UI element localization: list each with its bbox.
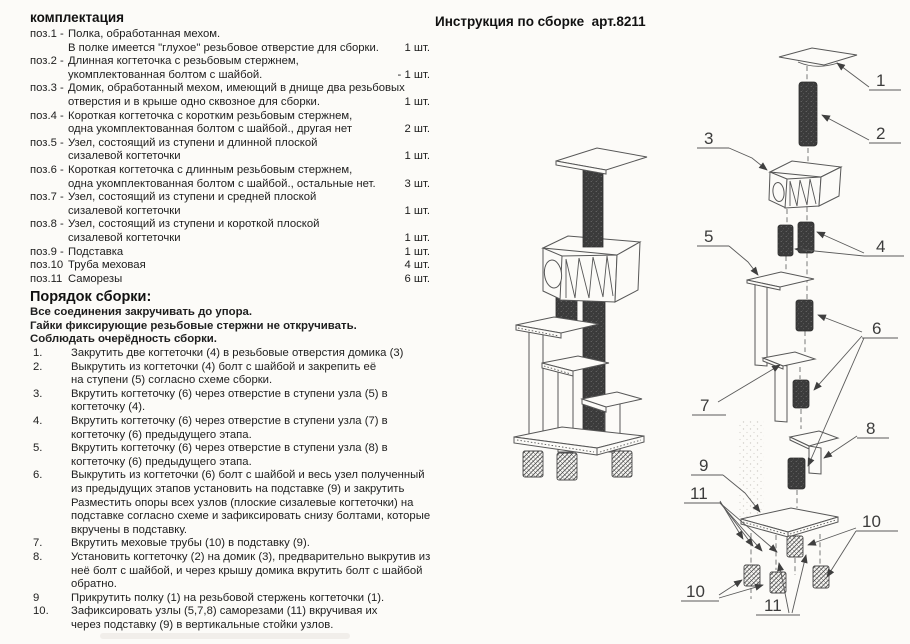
exploded-part-fur-tube	[770, 572, 786, 593]
part-line: Узел, состоящий из ступени и длинной плоской	[68, 136, 318, 149]
exploded-part-long-post	[799, 82, 817, 146]
step-row	[30, 592, 430, 606]
part-line: сизалевой когтеточки	[68, 204, 181, 217]
step-number: 9	[33, 591, 40, 604]
part-qty: 1 шт.	[404, 245, 430, 258]
callout-10-label: 10	[686, 582, 705, 601]
part-pos: поз.10	[30, 259, 64, 272]
exploded-part-short-post	[798, 222, 814, 253]
part-pos: поз.6 -	[30, 163, 64, 176]
step-row	[30, 469, 430, 537]
part-line: Полка, обработанная мехом.	[68, 28, 221, 40]
part-row	[30, 218, 430, 245]
part-line: Узел, состоящий из ступени и короткой плоской	[68, 218, 320, 231]
part-line: Саморезы	[68, 272, 123, 285]
step-line: Зафиксировать узлы (5,7,8) саморезами (11) вкручивая их	[71, 605, 378, 618]
callout-7-label: 7	[700, 396, 710, 415]
exploded-part-shelf	[779, 48, 857, 66]
assembly-notes	[30, 306, 430, 347]
callout-11-label: 11	[764, 596, 782, 615]
callout-3	[697, 129, 767, 170]
step-line: вкручены в подставку.	[71, 523, 188, 536]
part-line: сизалевой когтеточки	[68, 231, 181, 244]
part-line: одна укомплектованная болтом с шайбой., остальные нет.	[68, 177, 376, 190]
assembled-flat-scratcher-long	[529, 330, 543, 441]
part-qty: 1 шт.	[404, 231, 430, 244]
step-row	[30, 347, 430, 361]
assembly-heading: Порядок сборки:	[30, 289, 152, 306]
exploded-part-short-post	[778, 225, 793, 256]
step-line: Выкрутить из когтеточки (6) болт с шайбой и весь узел полученный	[71, 469, 425, 482]
exploded-part-post-6	[793, 380, 809, 408]
step-line: Выкрутить из когтеточки (4) болт с шайбой и закрепить её	[71, 360, 377, 373]
step-line: Вкрутить меховые трубы (10) в подставку (9).	[71, 537, 310, 550]
step-row	[30, 442, 430, 469]
step-line: через подставку (9) в вертикальные стойки узлов.	[71, 618, 334, 631]
part-pos: поз.8 -	[30, 218, 64, 231]
part-line: В полке имеется "глухое" резьбовое отверстие для сборки.	[68, 41, 379, 54]
step-line: Разместить опоры всех узлов (плоские сизалевые когтеточки) на	[71, 496, 414, 509]
part-pos: поз.7 -	[30, 191, 64, 204]
exploded-part-fur-tube	[787, 536, 803, 557]
exploded-part-fur-tube	[744, 565, 760, 586]
part-pos: поз.1 -	[30, 28, 64, 40]
part-row	[30, 191, 430, 218]
assembled-fur-tube	[523, 451, 543, 477]
step-line: на ступени (5) согласно схеме сборки.	[71, 374, 273, 387]
step-number: 5.	[33, 442, 43, 455]
step-row	[30, 388, 430, 415]
part-pos: поз.5 -	[30, 136, 64, 149]
exploded-part-house	[769, 161, 841, 208]
parts-and-steps-column	[30, 10, 430, 633]
assembled-fur-tube	[612, 451, 632, 477]
callout-2	[822, 115, 901, 143]
assembly-diagram	[430, 0, 910, 644]
part-line: Домик, обработанный мехом, имеющий в днище два резьбовых	[68, 82, 405, 95]
part-line: сизалевой когтеточки	[68, 150, 181, 163]
part-line: укомплектованная болтом с шайбой.	[68, 68, 263, 81]
step-row	[30, 551, 430, 592]
part-qty: 3 шт.	[404, 177, 430, 190]
part-qty: 1 шт.	[404, 204, 430, 217]
callout-3-label: 3	[704, 129, 714, 148]
assembled-fur-tube	[557, 453, 577, 480]
part-row	[30, 164, 430, 191]
part-line: одна укомплектованная болтом с шайбой., другая нет	[68, 123, 352, 136]
step-number: 3.	[33, 387, 43, 400]
step-row	[30, 415, 430, 442]
part-qty: 1 шт.	[404, 41, 430, 54]
part-qty: 6 шт.	[404, 272, 430, 285]
step-line: неё болт с шайбой, и через крышу домика вкрутить болт с шайбой	[71, 564, 423, 577]
step-line: из предыдущих этапов установить на подставке (9) и закрутить	[71, 483, 405, 495]
exploded-view	[681, 48, 904, 615]
part-line: Длинная когтеточка с резьбовым стержнем,	[68, 55, 299, 68]
step-line: Вкрутить когтеточку (6) через отверстие в ступени узла (7) в	[71, 415, 388, 428]
scan-smudge	[100, 633, 350, 639]
callout-7	[692, 365, 780, 415]
step-line: Прикрутить полку (1) на резьбовой стержень когтеточки (1).	[71, 591, 385, 604]
step-number: 7.	[33, 537, 43, 550]
step-number: 1.	[33, 347, 43, 360]
part-row	[30, 110, 430, 137]
callout-5	[697, 227, 758, 275]
part-row	[30, 273, 430, 287]
step-number: 6.	[33, 469, 43, 482]
step-number: 2.	[33, 360, 43, 373]
part-pos: поз.4 -	[30, 109, 64, 122]
part-row	[30, 259, 430, 273]
step-row	[30, 605, 430, 632]
step-row	[30, 361, 430, 388]
step-number: 8.	[33, 550, 43, 563]
assembly-note: Все соединения закручивать до упора.	[30, 306, 253, 319]
callout-8-label: 8	[866, 419, 876, 438]
step-number: 4.	[33, 415, 43, 428]
callout-6	[808, 315, 898, 466]
step-line: подставке согласно схеме и зафиксировать снизу болтами, которые	[71, 510, 431, 523]
part-row	[30, 82, 430, 109]
assembled-top-post	[583, 166, 603, 247]
part-pos: поз.2 -	[30, 55, 64, 68]
part-row	[30, 137, 430, 164]
step-line: Вкрутить когтеточку (6) через отверстие в ступени узла (8) в	[71, 442, 388, 455]
callout-10-label: 10	[862, 512, 881, 531]
part-row	[30, 246, 430, 260]
callout-9-label: 9	[699, 456, 709, 475]
step-line: Установить когтеточку (2) на домик (3), предварительно выкрутив из	[71, 550, 431, 563]
part-row	[30, 55, 430, 82]
callout-5-label: 5	[704, 227, 714, 246]
exploded-part-fur-tube	[813, 566, 829, 588]
part-pos: поз.3 -	[30, 82, 64, 95]
callout-6-label: 6	[872, 319, 882, 338]
part-line: Труба меховая	[68, 259, 146, 272]
callout-4-label: 4	[876, 237, 886, 256]
part-line: Короткая когтеточка с длинным резьбовым стержнем,	[68, 163, 353, 176]
part-qty: 2 шт.	[404, 123, 430, 136]
step-row	[30, 537, 430, 551]
exploded-part-post-6	[796, 300, 813, 331]
parts-list	[30, 28, 430, 286]
step-line: обратно.	[71, 578, 117, 591]
step-number: 10.	[33, 605, 49, 618]
part-qty: 1 шт.	[404, 150, 430, 163]
step-line: Вкрутить когтеточку (6) через отверстие в ступени узла (5) в	[71, 387, 388, 400]
part-line: Подставка	[68, 245, 124, 258]
scan-speckle-band	[738, 420, 764, 520]
page-title: Инструкция по сборке арт.8211	[435, 14, 646, 29]
part-pos: поз.11	[30, 272, 63, 285]
part-qty: 4 шт.	[404, 259, 430, 272]
callout-1	[837, 63, 901, 90]
part-line: Узел, состоящий из ступени и средней плоской	[68, 191, 317, 204]
part-pos: поз.9 -	[30, 245, 64, 258]
step-line: когтеточку (6) предыдущего этапа.	[71, 428, 252, 441]
assembled-cat-tree	[514, 148, 647, 480]
callout-11-label: 11	[690, 484, 708, 503]
part-line: Короткая когтеточка с коротким резьбовым стержнем,	[68, 109, 353, 122]
kit-heading: комплектация	[30, 10, 125, 25]
exploded-part-post-6	[788, 458, 805, 489]
assembly-note: Гайки фиксирующие резьбовые стержни не откручивать.	[30, 319, 357, 332]
part-qty: - 1 шт.	[397, 68, 430, 81]
callout-1-label: 1	[876, 71, 886, 90]
assembly-note: Соблюдать очерёдность сборки.	[30, 333, 217, 346]
step-line: Закрутить две когтеточки (4) в резьбовые отверстия домика (3)	[71, 347, 404, 360]
step-line: когтеточку (6) предыдущего этапа.	[71, 455, 252, 468]
part-line: отверстия и в крыше одно сквозное для сборки.	[68, 95, 321, 108]
part-qty: 1 шт.	[404, 95, 430, 108]
step-line: когтеточку (4).	[71, 401, 146, 414]
assembled-top-shelf	[556, 148, 647, 174]
steps-list	[30, 347, 430, 632]
callout-2-label: 2	[876, 124, 886, 143]
part-row	[30, 28, 430, 55]
